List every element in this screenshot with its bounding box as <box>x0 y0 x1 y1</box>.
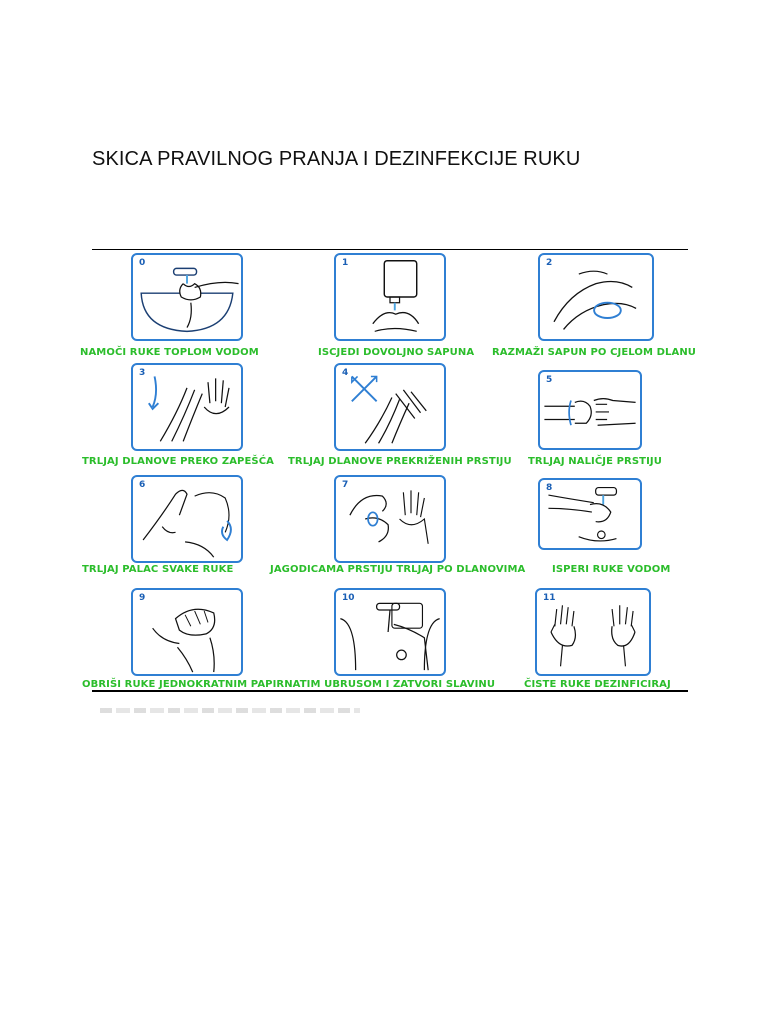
step-number: 0 <box>139 258 146 268</box>
step-caption-0: NAMOČI RUKE TOPLOM VODOM <box>80 347 259 358</box>
step-panel-5 <box>538 370 642 450</box>
palm-over-back-icon <box>133 365 241 449</box>
top-divider <box>92 249 688 250</box>
step-number: 3 <box>139 368 146 378</box>
step-caption-3: TRLJAJ DLANOVE PREKO ZAPEŠĆA <box>82 456 274 467</box>
step-number: 8 <box>546 483 553 493</box>
step-panel-11 <box>535 588 651 676</box>
step-panel-4 <box>334 363 446 451</box>
fingertips-on-palm-icon <box>336 477 444 561</box>
step-caption-8: ISPERI RUKE VODOM <box>552 564 671 575</box>
step-caption-6: TRLJAJ PALAC SVAKE RUKE <box>82 564 234 575</box>
step-caption-7: JAGODICAMA PRSTIJU TRLJAJ PO DLANOVIMA <box>270 564 526 575</box>
step-panel-6 <box>131 475 243 563</box>
step-caption-1: ISCJEDI DOVOLJNO SAPUNA <box>318 347 475 358</box>
step-number: 1 <box>342 258 349 268</box>
faint-footer-line <box>100 708 360 713</box>
step-number: 4 <box>342 368 349 378</box>
step-panel-10 <box>334 588 446 676</box>
backs-of-fingers-icon <box>540 372 640 448</box>
bottom-divider <box>92 690 688 692</box>
step-panel-2 <box>538 253 654 341</box>
step-panel-8 <box>538 478 642 550</box>
step-number: 9 <box>139 593 146 603</box>
step-panel-1 <box>334 253 446 341</box>
step-caption-5: TRLJAJ NALIČJE PRSTIJU <box>528 456 662 467</box>
step-panel-3 <box>131 363 243 451</box>
step-panel-0 <box>131 253 243 341</box>
step-number: 5 <box>546 375 553 385</box>
step-caption-9: OBRIŠI RUKE JEDNOKRATNIM PAPIRNATIM UBRUSOM I ZATVORI SLAVINU <box>82 679 496 690</box>
step-number: 7 <box>342 480 349 490</box>
rinse-hands-icon <box>540 480 640 548</box>
step-panel-9 <box>131 588 243 676</box>
step-panel-7 <box>334 475 446 563</box>
dry-with-towel-icon <box>133 590 241 674</box>
palm-to-palm-icon <box>540 255 652 339</box>
step-caption-4: TRLJAJ DLANOVE PREKRIŽENIH PRSTIJU <box>288 456 512 467</box>
step-number: 2 <box>546 258 553 268</box>
thumb-rub-icon <box>133 477 241 561</box>
step-number: 10 <box>342 593 355 603</box>
hands-under-faucet-icon <box>133 255 241 339</box>
page-title: SKICA PRAVILNOG PRANJA I DEZINFEKCIJE RUKU <box>92 148 581 170</box>
close-tap-with-towel-icon <box>336 590 444 674</box>
interlaced-fingers-icon <box>336 365 444 449</box>
soap-dispenser-icon <box>336 255 444 339</box>
step-number: 6 <box>139 480 146 490</box>
step-number: 11 <box>543 593 556 603</box>
clean-hands-icon <box>537 590 649 674</box>
step-caption-2: RAZMAŽI SAPUN PO CJELOM DLANU <box>492 347 697 358</box>
step-caption-11: ČISTE RUKE DEZINFICIRAJ <box>524 679 671 690</box>
